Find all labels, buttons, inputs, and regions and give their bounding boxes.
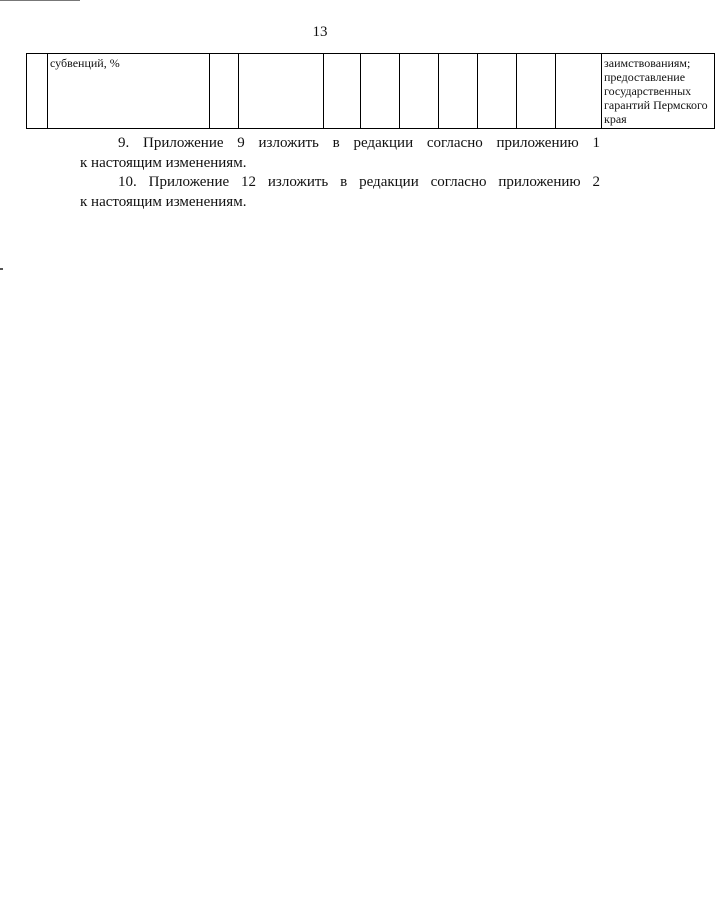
table-cell [478,54,517,129]
table-row [27,54,715,129]
table-cell [556,54,602,129]
paragraph-item-10 [80,172,600,212]
table-cell [400,54,439,129]
scan-artifact-line [0,0,80,1]
table-cell [517,54,556,129]
paragraph-line: к настоящим изменениям. [80,194,247,210]
table-cell [324,54,361,129]
table-cell [239,54,324,129]
table-cell [27,54,48,129]
table-cell-indicator: субвенций, % [48,54,210,129]
table-cell [439,54,478,129]
paragraph-line: к настоящим изменениям. [80,155,247,171]
scan-artifact-mark [0,268,3,270]
page-number: 13 [312,24,328,40]
table-cell [361,54,400,129]
table-cell [210,54,239,129]
paragraph-line: 9. Приложение 9 изложить в редакции согласно приложению 1 [118,135,600,151]
paragraph-line: 10. Приложение 12 изложить в редакции согласно приложению 2 [118,174,600,190]
table-cell-description: заимствованиям; предоставление государственных гарантий Пермского края [602,54,715,129]
budget-table [26,53,715,129]
paragraph-item-9 [80,133,600,173]
